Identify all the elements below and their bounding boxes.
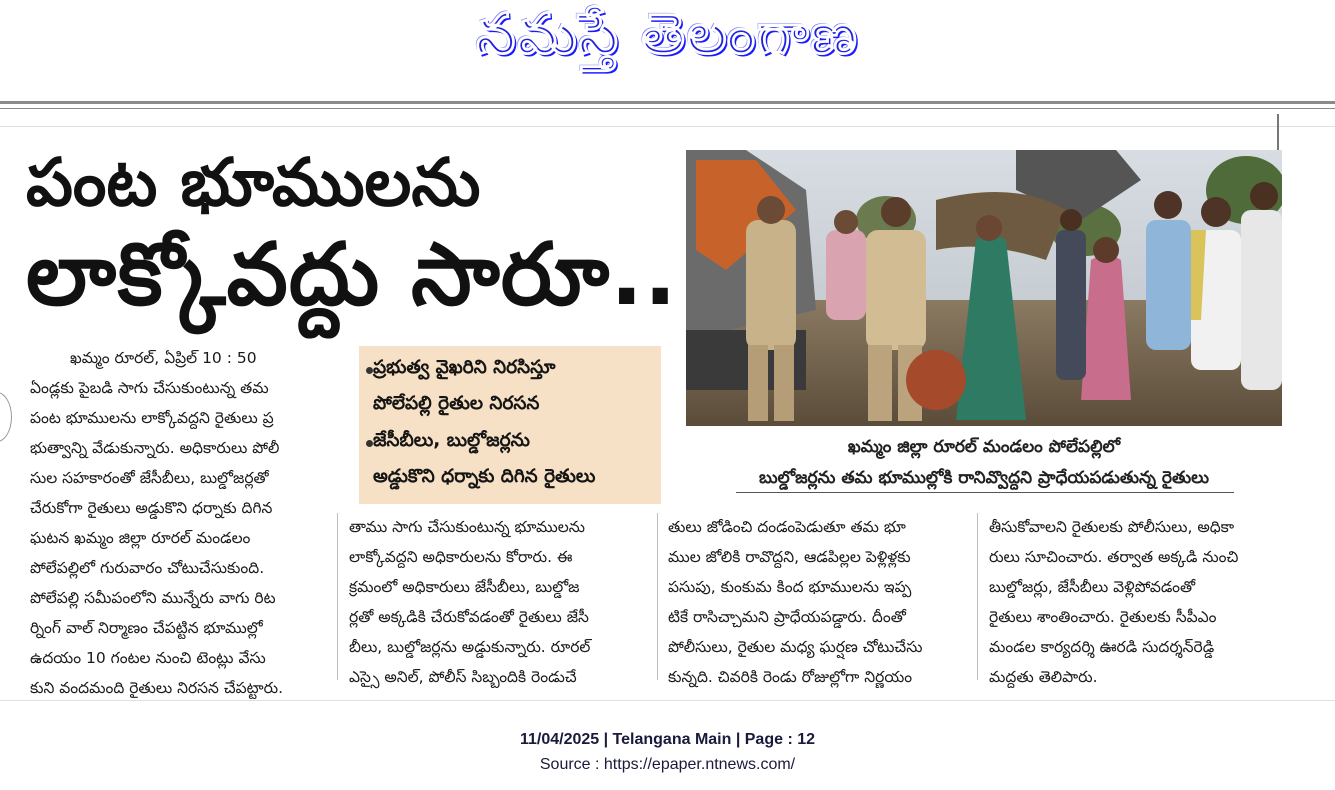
masthead-rule <box>0 101 1335 104</box>
article-column-2 <box>349 512 645 692</box>
body-line: రైతులు శాంతించారు. రైతులకు సీపీఎం <box>989 608 1217 626</box>
bullet-icon <box>366 367 373 374</box>
highlight-2-line-1: జేసీబీలు, బుల్డోజర్లను <box>373 430 530 451</box>
highlights-box <box>359 346 661 504</box>
body-line: ఉదయం 10 గంటల నుంచి టెంట్లు వేసు <box>30 649 266 667</box>
body-line: ముల జోలికి రావొద్దని, ఆడపిల్లల పెళ్లిళ్లకు <box>668 548 911 566</box>
article-column-4 <box>989 512 1285 692</box>
source-link[interactable]: Source : https://epaper.ntnews.com/ <box>539 756 796 773</box>
body-line: ఎస్సై అనిల్, పోలీస్ సిబ్బందికి రెండుచే <box>349 668 577 686</box>
article-column-1 <box>30 343 326 703</box>
masthead-rule-thin <box>0 108 1335 109</box>
column-divider <box>337 513 338 680</box>
highlight-1-line-2: పోలేపల్లి రైతుల నిరసన <box>373 393 540 414</box>
body-line: టికే రాసిచ్చామని ప్రాధేయపడ్డారు. దీంతో <box>668 608 906 626</box>
body-line: బీలు, బుల్డోజర్లను అడ్డుకున్నారు. రూరల్ <box>349 638 591 656</box>
farmers-police-photo <box>686 150 1282 426</box>
body-line: రులు సూచించారు. తర్వాత అక్కడి నుంచి <box>989 548 1239 566</box>
newspaper-logo: నమస్తే తెలంగాణ <box>476 1 859 67</box>
body-line: క్రమంలో అధికారులు జేసీబీలు, బుల్డోజ <box>349 578 580 596</box>
body-line: తాము సాగు చేసుకుంటున్న భూములను <box>349 518 586 536</box>
caption-underline <box>736 492 1234 493</box>
body-line: మండల కార్యదర్శి ఊరడి సుదర్శన్‌రెడ్డి <box>989 638 1215 656</box>
body-line: ర్లతో అక్కడికి చేరుకోవడంతో రైతులు జేసీ <box>349 608 589 626</box>
epaper-footer <box>0 727 1335 777</box>
photo-caption-line-1: ఖమ్మం జిల్లా రూరల్ మండలం పోలేపల్లిలో <box>847 437 1121 457</box>
body-line: ఖమ్మం రూరల్, ఏప్రిల్ 10 : 50 <box>70 349 257 367</box>
article-column-3 <box>668 512 964 692</box>
body-line: పసుపు, కుంకుమ కింద భూములను ఇప్ప <box>668 578 912 596</box>
body-line: చేరుకోగా రైతులు అడ్డుకొని ధర్నాకు దిగిన <box>30 499 273 517</box>
news-photo <box>686 150 1282 426</box>
body-line: భుత్వాన్ని వేడుకున్నారు. అధికారులు పోలీ <box>30 439 280 457</box>
body-line: లాక్కోవద్దని అధికారులను కోరారు. ఈ <box>349 548 573 566</box>
body-line: పోలీసులు, రైతుల మధ్య ఘర్షణ చోటుచేసు <box>668 638 923 656</box>
highlight-1-line-1: ప్రభుత్వ వైఖరిని నిరసిస్తూ <box>373 357 556 378</box>
body-line: ఏండ్లకు పైబడి సాగు చేసుకుంటున్న తమ <box>30 379 269 397</box>
column-divider <box>657 513 658 680</box>
body-line: కున్నది. చివరికి రెండు రోజుల్లోగా నిర్ణయం <box>668 668 913 686</box>
body-line: సుల సహకారంతో జేసీబీలు, బుల్డోజర్లతో <box>30 469 269 487</box>
highlight-2-line-2: అడ్డుకొని ధర్నాకు దిగిన రైతులు <box>373 466 596 487</box>
edition-info: 11/04/2025 | Telangana Main | Page : 12 <box>519 731 816 748</box>
photo-caption-line-2: బుల్డోజర్లను తమ భూముల్లోకి రానివ్వొద్దని ప్రాధేయపడుతున్న రైతులు <box>758 468 1210 488</box>
body-line: మద్దతు తెలిపారు. <box>989 668 1098 686</box>
body-line: బుల్డోజర్లు, జేసీబీలు వెళ్లిపోవడంతో <box>989 578 1196 596</box>
masthead <box>0 0 1335 100</box>
body-line: తీసుకోవాలని రైతులకు పోలీసులు, అధికా <box>989 518 1235 536</box>
body-line: పోలేపల్లిలో గురువారం చోటుచేసుకుంది. <box>30 559 265 577</box>
bullet-icon <box>366 440 373 447</box>
body-line: తులు జోడించి దండంపెడుతూ తమ భూ <box>668 518 906 536</box>
body-line: పోలేపల్లి సమీపంలోని మున్నేరు వాగు రిట <box>30 589 276 607</box>
body-line: కుని వందమంది రైతులు నిరసన చేపట్టారు. <box>30 679 284 697</box>
body-line: పంట భూములను లాక్కోవద్దని రైతులు ప్ర <box>30 409 274 427</box>
body-line: ర్నింగ్ వాల్ నిర్మాణం చేపట్టిన భూముల్లో <box>30 619 263 637</box>
headline-line-2: లాక్కోవద్దు సారూ.. <box>26 225 678 325</box>
headline-line-1: పంట భూములను <box>26 144 481 221</box>
column-divider <box>977 513 978 680</box>
body-line: ఘటన ఖమ్మం జిల్లా రూరల్ మండలం <box>30 529 251 547</box>
